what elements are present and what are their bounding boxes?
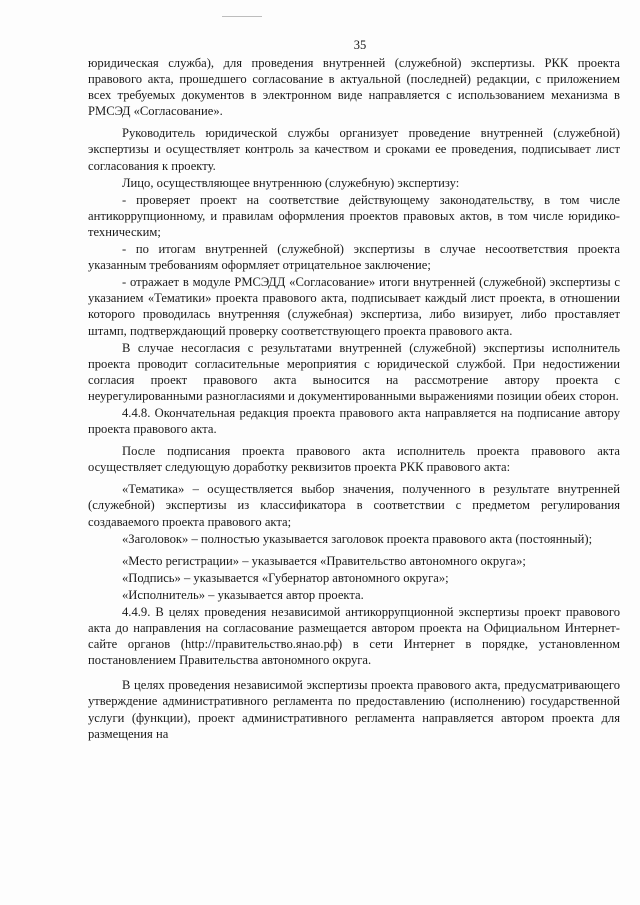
paragraph: «Подпись» – указывается «Губернатор автономного округа»; [122, 570, 449, 585]
paragraph: - отражает в модуле РМСЭДД «Согласование» итоги внутренней (служебной) экспертизы с указанием «Тематики» проекта правового акта, подписывает каждый лист проекта, в отношении которого проводилась внутренняя (служебная) экспертиза, либо визирует, либо проставляет штамп, подтверждающий проверку соответствующего проекта правового акта. [88, 275, 620, 338]
document-body [88, 55, 620, 743]
paragraph: 4.4.8. Окончательная редакция проекта правового акта направляется на подписание автору проекта правового акта. [88, 405, 620, 437]
paragraph: - по итогам внутренней (служебной) экспертизы в случае несоответствия проекта указанным требованиям оформляет отрицательное заключение; [88, 242, 620, 273]
paragraph: Руководитель юридической службы организует проведение внутренней (служебной) экспертизы и осуществляет контроль за качеством и сроками ее проведения, подписывает лист согласования к проекту. [88, 126, 620, 173]
paragraph: В целях проведения независимой экспертизы проекта правового акта, предусматривающего утверждение административного регламента по предоставлению (исполнению) государственной услуги (функции), проект административного регламента направляется автором проекта для размещения на [88, 678, 620, 741]
paragraph: После подписания проекта правового акта исполнитель проекта правового акта осуществляет следующую доработку реквизитов проекта РКК правового акта: [88, 444, 620, 475]
paragraph: «Заголовок» – полностью указывается заголовок проекта правового акта (постоянный); [122, 531, 593, 546]
paragraph: - проверяет проект на соответствие действующему законодательству, в том числе антикоррупционному, и правилам оформления проектов правовых актов, в том числе юридико-техническим; [88, 192, 620, 239]
paragraph: В случае несогласия с результатами внутренней (служебной) экспертизы исполнитель проекта проводит согласительные мероприятия с юридической службой. При недостижении согласия проект правового акта выносится на рассмотрение автору проекта с неурегулированными разногласиями и документированными выражениями позиции обеих сторон. [88, 340, 620, 403]
page-number: 35 [353, 38, 367, 52]
paragraph: юридическая служба), для проведения внутренней (служебной) экспертизы. РКК проекта правового акта, прошедшего согласование в актуальной (последней) редакции, с приложением всех требуемых документов в электронном виде направляется с использованием механизма в РМСЭД «Согласование». [88, 56, 620, 119]
paragraph: «Место регистрации» – указывается «Правительство автономного округа»; [122, 553, 526, 568]
paragraph: 4.4.9. В целях проведения независимой антикоррупционной экспертизы проект правового акта до направления на согласование размещается автором проекта на Официальном Интернет-сайте органов (http://правительство.янао.рф) в сети Интернет в порядке, установленном постановлением Правительства автономного округа. [88, 605, 620, 668]
scan-artifact [222, 16, 262, 17]
paragraph: «Тематика» – осуществляется выбор значения, полученного в результате внутренней (служебной) экспертизы из классификатора в соответствии с предметом регулирования создаваемого проекта правового акта; [88, 482, 620, 529]
paragraph: «Исполнитель» – указывается автор проекта. [122, 587, 364, 602]
paragraph: Лицо, осуществляющее внутреннюю (служебную) экспертизу: [122, 175, 460, 190]
